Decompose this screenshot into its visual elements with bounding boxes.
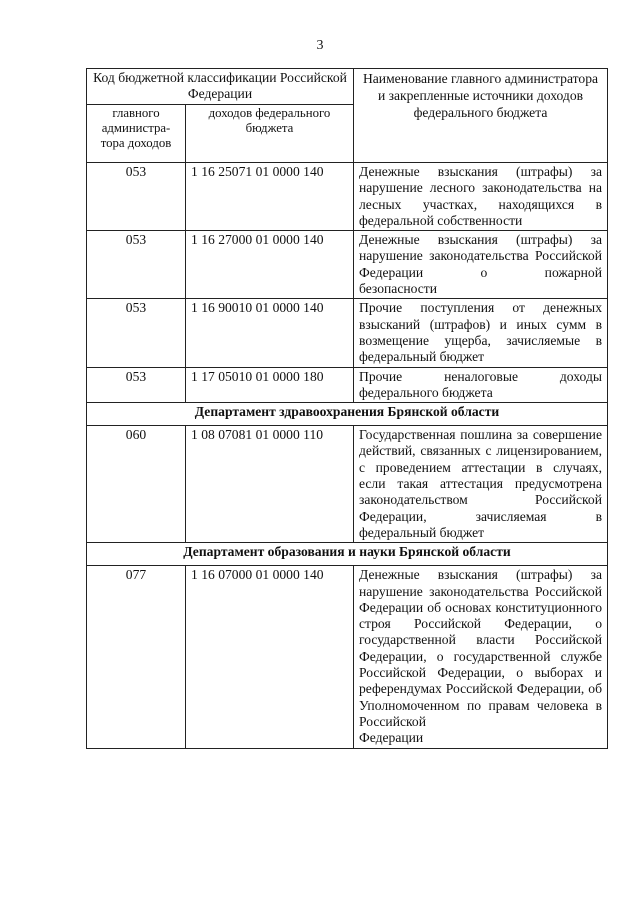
income-code-cell: 1 16 07000 01 0000 140 xyxy=(186,566,354,748)
income-code-cell: 1 16 27000 01 0000 140 xyxy=(186,231,354,299)
budget-classification-table xyxy=(86,68,608,749)
code-group-header: Код бюджетной классификации Российской Федерации xyxy=(87,69,354,105)
income-code-cell: 1 17 05010 01 0000 180 xyxy=(186,367,354,403)
description-text: Государственная пошлина за совершение действий, связанных с лицензированием, с проведением аттестации в случаях, если такая аттестация предусмотрена законодательством Российской Федерации, зачисляемая в xyxy=(359,427,602,524)
description-text: Прочие поступления от денежных взысканий (штрафов) и иных сумм в возмещение ущерба, зачисляемые в xyxy=(359,300,602,348)
description-cell xyxy=(354,566,608,748)
name-column-header: Наименование главного администратора и закрепленные источники доходов федерального бюджета xyxy=(354,69,608,163)
admin-code-cell: 053 xyxy=(87,367,186,403)
admin-column-header: главного администра-тора доходов xyxy=(87,105,186,163)
description-text-last-line: Федерации xyxy=(359,730,424,746)
description-text-last-line: федеральной собственности xyxy=(359,212,523,228)
admin-code-cell: 060 xyxy=(87,426,186,543)
section-header-row xyxy=(87,403,608,426)
table-header-row xyxy=(87,69,608,105)
table-row xyxy=(87,299,608,367)
table-row xyxy=(87,566,608,748)
description-text-last-line: федерального бюджета xyxy=(359,384,493,400)
income-column-header: доходов федерального бюджета xyxy=(186,105,354,163)
table-row xyxy=(87,367,608,403)
description-cell xyxy=(354,426,608,543)
income-code-cell: 1 16 25071 01 0000 140 xyxy=(186,163,354,231)
admin-code-cell: 053 xyxy=(87,163,186,231)
description-text: Денежные взыскания (штрафы) за нарушение законодательства Российской Федерации о пожарной xyxy=(359,232,602,280)
description-cell xyxy=(354,231,608,299)
table-row xyxy=(87,163,608,231)
description-cell xyxy=(354,163,608,231)
admin-code-cell: 077 xyxy=(87,566,186,748)
table-row xyxy=(87,426,608,543)
description-text-last-line: федеральный бюджет xyxy=(359,524,485,540)
income-code-cell: 1 16 90010 01 0000 140 xyxy=(186,299,354,367)
table-row xyxy=(87,231,608,299)
description-text: Денежные взыскания (штрафы) за нарушение законодательства Российской Федерации об основах конституционного строя Российской Федерации, о государственной власти Российской Федерации, о государственной службе Российской Федерации, о выборах и референдумах Российской Федерации, об Уполномоченном по правам человека в Российской xyxy=(359,567,602,729)
income-code-cell: 1 08 07081 01 0000 110 xyxy=(186,426,354,543)
section-title: Департамент образования и науки Брянской области xyxy=(87,543,608,566)
page-number: 3 xyxy=(316,38,324,53)
description-cell xyxy=(354,367,608,403)
description-text: Прочие неналоговые доходы xyxy=(359,368,602,384)
section-header-row xyxy=(87,543,608,566)
admin-code-cell: 053 xyxy=(87,299,186,367)
description-text-last-line: федеральный бюджет xyxy=(359,349,485,365)
description-text: Денежные взыскания (штрафы) за нарушение лесного законодательства на лесных участках, находящихся в xyxy=(359,164,602,212)
description-cell xyxy=(354,299,608,367)
section-title: Департамент здравоохранения Брянской области xyxy=(87,403,608,426)
admin-code-cell: 053 xyxy=(87,231,186,299)
description-text-last-line: безопасности xyxy=(359,281,438,297)
